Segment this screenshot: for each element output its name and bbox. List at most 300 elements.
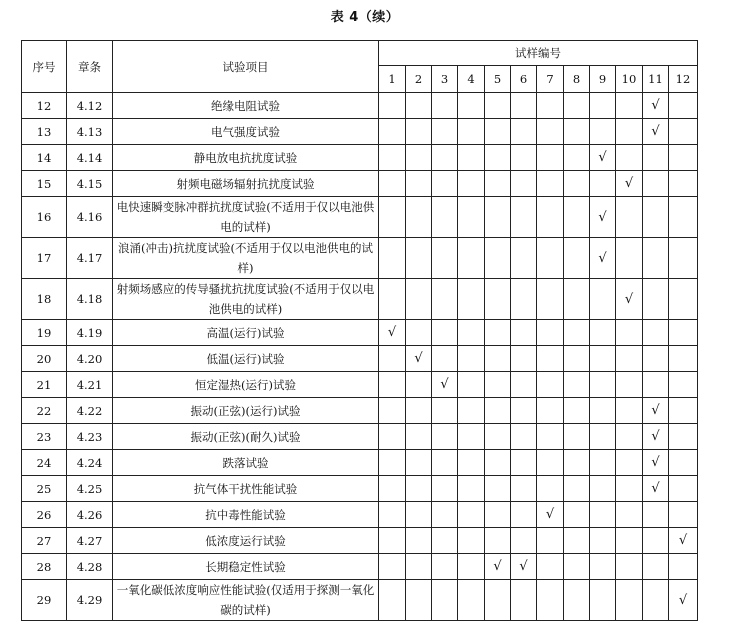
sample-cell — [537, 145, 564, 171]
sample-cell — [564, 476, 590, 502]
sample-cell — [537, 580, 564, 621]
sample-cell — [590, 119, 616, 145]
sample-cell — [406, 145, 432, 171]
sample-cell — [590, 476, 616, 502]
sample-cell — [537, 450, 564, 476]
header-item: 试验项目 — [113, 41, 379, 93]
sample-cell — [432, 238, 458, 279]
sample-cell — [511, 279, 537, 320]
sample-cell — [458, 372, 485, 398]
sample-cell — [590, 346, 616, 372]
sample-cell — [485, 476, 511, 502]
sample-cell — [379, 238, 406, 279]
sample-cell — [669, 279, 698, 320]
sample-cell — [458, 476, 485, 502]
check-mark-icon: √ — [643, 119, 669, 145]
sample-cell — [616, 320, 643, 346]
sample-cell — [643, 197, 669, 238]
sample-cell — [669, 476, 698, 502]
header-sample-5: 5 — [485, 66, 511, 93]
sample-cell — [616, 476, 643, 502]
check-mark-icon: √ — [669, 580, 698, 621]
row-clause: 4.27 — [67, 528, 113, 554]
sample-cell — [643, 320, 669, 346]
check-mark-icon: √ — [616, 171, 643, 197]
check-mark-icon: √ — [432, 372, 458, 398]
sample-cell — [616, 197, 643, 238]
sample-cell — [669, 450, 698, 476]
sample-cell — [458, 279, 485, 320]
sample-cell — [458, 424, 485, 450]
sample-cell — [432, 424, 458, 450]
sample-cell — [379, 398, 406, 424]
row-seq: 22 — [22, 398, 67, 424]
sample-cell — [458, 346, 485, 372]
sample-cell — [537, 398, 564, 424]
sample-cell — [590, 502, 616, 528]
check-mark-icon: √ — [485, 554, 511, 580]
row-seq: 15 — [22, 171, 67, 197]
table-row — [22, 238, 698, 279]
header-sample-4: 4 — [458, 66, 485, 93]
sample-cell — [537, 528, 564, 554]
sample-cell — [643, 580, 669, 621]
sample-cell — [379, 372, 406, 398]
sample-cell — [669, 398, 698, 424]
sample-cell — [406, 93, 432, 119]
sample-cell — [406, 119, 432, 145]
sample-cell — [537, 279, 564, 320]
row-test-item: 静电放电抗扰度试验 — [113, 145, 379, 171]
row-seq: 16 — [22, 197, 67, 238]
sample-cell — [511, 528, 537, 554]
sample-cell — [485, 119, 511, 145]
sample-cell — [564, 580, 590, 621]
row-seq: 25 — [22, 476, 67, 502]
row-clause: 4.29 — [67, 580, 113, 621]
row-test-item: 射频场感应的传导骚扰抗扰度试验(不适用于仅以电池供电的试样) — [113, 279, 379, 320]
row-clause: 4.22 — [67, 398, 113, 424]
sample-cell — [379, 502, 406, 528]
sample-cell — [458, 119, 485, 145]
sample-cell — [432, 279, 458, 320]
check-mark-icon: √ — [379, 320, 406, 346]
sample-cell — [590, 171, 616, 197]
sample-cell — [669, 238, 698, 279]
sample-cell — [458, 554, 485, 580]
row-test-item: 恒定湿热(运行)试验 — [113, 372, 379, 398]
sample-cell — [511, 580, 537, 621]
table-row — [22, 502, 698, 528]
row-seq: 19 — [22, 320, 67, 346]
sample-cell — [511, 171, 537, 197]
header-sample-3: 3 — [432, 66, 458, 93]
sample-cell — [590, 372, 616, 398]
check-mark-icon: √ — [669, 528, 698, 554]
row-clause: 4.14 — [67, 145, 113, 171]
sample-cell — [590, 279, 616, 320]
sample-cell — [379, 476, 406, 502]
row-seq: 29 — [22, 580, 67, 621]
table-row — [22, 424, 698, 450]
sample-cell — [406, 502, 432, 528]
sample-cell — [669, 320, 698, 346]
sample-cell — [432, 145, 458, 171]
row-test-item: 一氧化碳低浓度响应性能试验(仅适用于探测一氧化碳的试样) — [113, 580, 379, 621]
check-mark-icon: √ — [643, 398, 669, 424]
sample-cell — [485, 279, 511, 320]
sample-cell — [511, 476, 537, 502]
sample-cell — [564, 93, 590, 119]
sample-cell — [511, 320, 537, 346]
sample-cell — [564, 346, 590, 372]
header-sample-1: 1 — [379, 66, 406, 93]
sample-cell — [643, 346, 669, 372]
sample-cell — [458, 450, 485, 476]
sample-cell — [537, 93, 564, 119]
header-samples: 试样编号 — [379, 41, 698, 66]
sample-cell — [485, 320, 511, 346]
sample-cell — [432, 119, 458, 145]
sample-cell — [379, 279, 406, 320]
sample-cell — [511, 93, 537, 119]
sample-cell — [537, 554, 564, 580]
sample-cell — [643, 145, 669, 171]
sample-cell — [669, 119, 698, 145]
row-clause: 4.18 — [67, 279, 113, 320]
table-row — [22, 528, 698, 554]
header-sample-12: 12 — [669, 66, 698, 93]
sample-cell — [485, 346, 511, 372]
header-sample-10: 10 — [616, 66, 643, 93]
test-sample-table — [21, 40, 698, 621]
sample-cell — [379, 554, 406, 580]
sample-cell — [485, 398, 511, 424]
sample-cell — [590, 554, 616, 580]
sample-cell — [432, 554, 458, 580]
sample-cell — [564, 197, 590, 238]
header-sample-6: 6 — [511, 66, 537, 93]
sample-cell — [537, 346, 564, 372]
sample-cell — [485, 171, 511, 197]
row-test-item: 跌落试验 — [113, 450, 379, 476]
sample-cell — [669, 171, 698, 197]
sample-cell — [643, 171, 669, 197]
sample-cell — [406, 238, 432, 279]
sample-cell — [590, 424, 616, 450]
sample-cell — [485, 580, 511, 621]
sample-cell — [432, 450, 458, 476]
check-mark-icon: √ — [590, 238, 616, 279]
sample-cell — [616, 502, 643, 528]
sample-cell — [458, 580, 485, 621]
row-test-item: 低浓度运行试验 — [113, 528, 379, 554]
sample-cell — [511, 372, 537, 398]
sample-cell — [511, 346, 537, 372]
sample-cell — [616, 93, 643, 119]
sample-cell — [485, 145, 511, 171]
sample-cell — [564, 424, 590, 450]
sample-cell — [643, 554, 669, 580]
row-seq: 26 — [22, 502, 67, 528]
row-clause: 4.13 — [67, 119, 113, 145]
sample-cell — [485, 238, 511, 279]
row-clause: 4.28 — [67, 554, 113, 580]
header-sample-11: 11 — [643, 66, 669, 93]
sample-cell — [669, 145, 698, 171]
row-seq: 28 — [22, 554, 67, 580]
header-seq: 序号 — [22, 41, 67, 93]
sample-cell — [406, 372, 432, 398]
sample-cell — [537, 424, 564, 450]
table-title: 表 4（续） — [330, 10, 400, 25]
row-clause: 4.16 — [67, 197, 113, 238]
check-mark-icon: √ — [511, 554, 537, 580]
sample-cell — [564, 279, 590, 320]
sample-cell — [590, 528, 616, 554]
sample-cell — [669, 93, 698, 119]
sample-cell — [458, 197, 485, 238]
check-mark-icon: √ — [590, 145, 616, 171]
row-test-item: 电快速瞬变脉冲群抗扰度试验(不适用于仅以电池供电的试样) — [113, 197, 379, 238]
sample-cell — [485, 450, 511, 476]
row-test-item: 高温(运行)试验 — [113, 320, 379, 346]
check-mark-icon: √ — [406, 346, 432, 372]
sample-cell — [458, 145, 485, 171]
sample-cell — [379, 580, 406, 621]
sample-cell — [432, 580, 458, 621]
sample-cell — [564, 554, 590, 580]
sample-cell — [485, 197, 511, 238]
sample-cell — [406, 398, 432, 424]
table-row — [22, 197, 698, 238]
sample-cell — [406, 476, 432, 502]
sample-cell — [432, 528, 458, 554]
row-clause: 4.19 — [67, 320, 113, 346]
sample-cell — [564, 450, 590, 476]
row-test-item: 长期稳定性试验 — [113, 554, 379, 580]
row-test-item: 振动(正弦)(运行)试验 — [113, 398, 379, 424]
sample-cell — [511, 238, 537, 279]
sample-cell — [564, 238, 590, 279]
sample-cell — [643, 502, 669, 528]
sample-cell — [406, 580, 432, 621]
sample-cell — [485, 424, 511, 450]
header-sample-8: 8 — [564, 66, 590, 93]
row-seq: 13 — [22, 119, 67, 145]
sample-cell — [643, 372, 669, 398]
sample-cell — [616, 424, 643, 450]
sample-cell — [564, 398, 590, 424]
row-seq: 12 — [22, 93, 67, 119]
sample-cell — [406, 171, 432, 197]
sample-cell — [590, 580, 616, 621]
sample-cell — [511, 502, 537, 528]
sample-cell — [432, 320, 458, 346]
sample-cell — [564, 320, 590, 346]
check-mark-icon: √ — [616, 279, 643, 320]
sample-cell — [406, 320, 432, 346]
sample-cell — [379, 119, 406, 145]
sample-cell — [669, 197, 698, 238]
sample-cell — [669, 346, 698, 372]
header-sample-2: 2 — [406, 66, 432, 93]
row-seq: 23 — [22, 424, 67, 450]
sample-cell — [590, 398, 616, 424]
row-clause: 4.25 — [67, 476, 113, 502]
sample-cell — [564, 171, 590, 197]
table-row — [22, 398, 698, 424]
sample-cell — [616, 119, 643, 145]
row-test-item: 射频电磁场辐射抗扰度试验 — [113, 171, 379, 197]
sample-cell — [564, 528, 590, 554]
sample-cell — [511, 197, 537, 238]
sample-cell — [564, 372, 590, 398]
check-mark-icon: √ — [537, 502, 564, 528]
sample-cell — [616, 554, 643, 580]
row-test-item: 振动(正弦)(耐久)试验 — [113, 424, 379, 450]
table-row — [22, 554, 698, 580]
sample-cell — [485, 372, 511, 398]
sample-cell — [616, 580, 643, 621]
sample-cell — [537, 171, 564, 197]
sample-cell — [590, 450, 616, 476]
sample-cell — [616, 450, 643, 476]
sample-cell — [669, 372, 698, 398]
sample-cell — [458, 93, 485, 119]
sample-cell — [458, 320, 485, 346]
sample-cell — [406, 528, 432, 554]
table-row — [22, 450, 698, 476]
row-seq: 21 — [22, 372, 67, 398]
sample-cell — [537, 197, 564, 238]
sample-cell — [406, 424, 432, 450]
sample-cell — [590, 93, 616, 119]
sample-cell — [511, 398, 537, 424]
row-test-item: 低温(运行)试验 — [113, 346, 379, 372]
sample-cell — [669, 424, 698, 450]
check-mark-icon: √ — [643, 424, 669, 450]
row-clause: 4.26 — [67, 502, 113, 528]
sample-cell — [432, 93, 458, 119]
table-row — [22, 279, 698, 320]
sample-cell — [458, 502, 485, 528]
row-seq: 18 — [22, 279, 67, 320]
sample-cell — [564, 119, 590, 145]
sample-cell — [406, 554, 432, 580]
sample-cell — [616, 145, 643, 171]
sample-cell — [432, 171, 458, 197]
sample-cell — [406, 279, 432, 320]
sample-cell — [406, 197, 432, 238]
sample-cell — [643, 279, 669, 320]
row-test-item: 抗中毒性能试验 — [113, 502, 379, 528]
check-mark-icon: √ — [643, 93, 669, 119]
sample-cell — [616, 372, 643, 398]
table-row — [22, 145, 698, 171]
sample-cell — [511, 119, 537, 145]
sample-cell — [432, 476, 458, 502]
sample-cell — [616, 346, 643, 372]
sample-cell — [616, 528, 643, 554]
row-clause: 4.24 — [67, 450, 113, 476]
table-row — [22, 580, 698, 621]
sample-cell — [616, 238, 643, 279]
header-clause: 章条 — [67, 41, 113, 93]
check-mark-icon: √ — [643, 476, 669, 502]
sample-cell — [669, 502, 698, 528]
sample-cell — [537, 372, 564, 398]
sample-cell — [485, 93, 511, 119]
sample-cell — [537, 320, 564, 346]
sample-cell — [485, 502, 511, 528]
sample-cell — [379, 197, 406, 238]
row-seq: 20 — [22, 346, 67, 372]
header-sample-7: 7 — [537, 66, 564, 93]
sample-cell — [379, 346, 406, 372]
sample-cell — [432, 197, 458, 238]
row-test-item: 电气强度试验 — [113, 119, 379, 145]
sample-cell — [669, 554, 698, 580]
sample-cell — [511, 145, 537, 171]
row-seq: 14 — [22, 145, 67, 171]
sample-cell — [379, 424, 406, 450]
sample-cell — [537, 119, 564, 145]
row-clause: 4.15 — [67, 171, 113, 197]
row-seq: 17 — [22, 238, 67, 279]
row-clause: 4.17 — [67, 238, 113, 279]
sample-cell — [379, 528, 406, 554]
sample-cell — [432, 346, 458, 372]
sample-cell — [458, 398, 485, 424]
sample-cell — [564, 502, 590, 528]
sample-cell — [379, 450, 406, 476]
table-row — [22, 372, 698, 398]
sample-cell — [379, 145, 406, 171]
row-clause: 4.23 — [67, 424, 113, 450]
sample-cell — [379, 171, 406, 197]
row-test-item: 浪涌(冲击)抗扰度试验(不适用于仅以电池供电的试样) — [113, 238, 379, 279]
row-seq: 24 — [22, 450, 67, 476]
sample-cell — [511, 450, 537, 476]
row-test-item: 绝缘电阻试验 — [113, 93, 379, 119]
row-seq: 27 — [22, 528, 67, 554]
table-row — [22, 93, 698, 119]
sample-cell — [643, 528, 669, 554]
check-mark-icon: √ — [590, 197, 616, 238]
table-row — [22, 171, 698, 197]
row-clause: 4.20 — [67, 346, 113, 372]
table-row — [22, 320, 698, 346]
sample-cell — [458, 238, 485, 279]
sample-cell — [537, 476, 564, 502]
sample-cell — [406, 450, 432, 476]
sample-cell — [485, 528, 511, 554]
sample-cell — [458, 171, 485, 197]
sample-cell — [564, 145, 590, 171]
sample-cell — [537, 238, 564, 279]
check-mark-icon: √ — [643, 450, 669, 476]
sample-cell — [616, 398, 643, 424]
sample-cell — [379, 93, 406, 119]
sample-cell — [432, 398, 458, 424]
row-clause: 4.12 — [67, 93, 113, 119]
sample-cell — [458, 528, 485, 554]
table-row — [22, 119, 698, 145]
sample-cell — [511, 424, 537, 450]
row-clause: 4.21 — [67, 372, 113, 398]
sample-cell — [432, 502, 458, 528]
